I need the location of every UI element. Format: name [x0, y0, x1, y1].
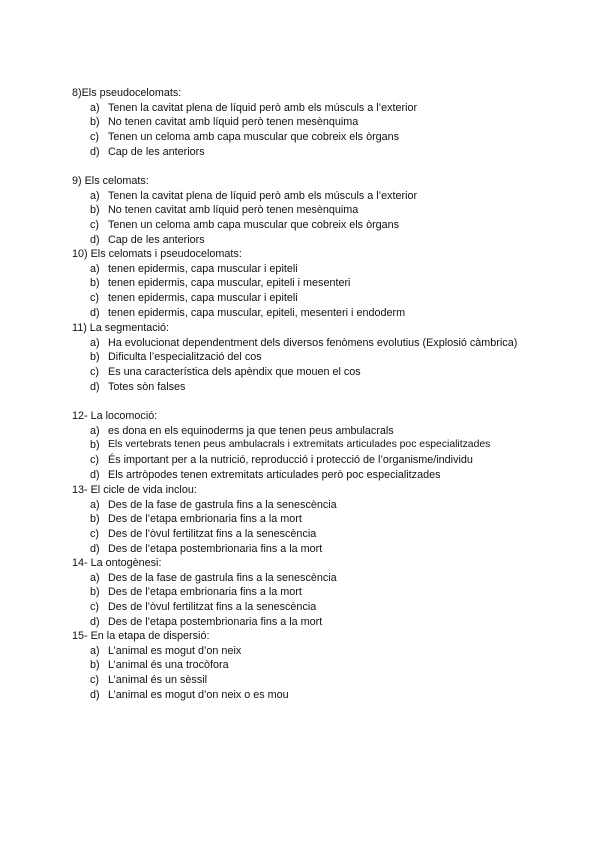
option-letter: a)	[90, 101, 100, 114]
answer-option	[72, 453, 562, 468]
answer-option	[72, 424, 562, 439]
question-stem: 11) La segmentació:	[72, 322, 170, 334]
option-letter: d)	[90, 233, 100, 246]
answer-option	[72, 512, 562, 527]
option-letter: c)	[90, 528, 99, 541]
option-text: Ha evolucionat dependentment dels diversos fenòmens evolutius (Explosió càmbrica)	[108, 336, 518, 349]
option-text: Totes sòn falses	[108, 380, 186, 393]
question-stem: 14- La ontogènesi:	[72, 557, 162, 569]
answer-option	[72, 542, 562, 557]
answer-option	[72, 306, 562, 321]
option-letter: d)	[90, 380, 100, 393]
option-letter: b)	[90, 351, 100, 364]
question-14	[72, 556, 562, 630]
option-text: tenen epidermis, capa muscular i epiteli	[108, 262, 298, 275]
answer-option	[72, 115, 562, 130]
option-text: Els vertebrats tenen peus ambulacrals i extremitats articulades poc especialitzades	[108, 439, 491, 451]
answer-option	[72, 262, 562, 277]
option-letter: a)	[90, 571, 100, 584]
answer-option	[72, 336, 562, 351]
answer-option	[72, 688, 562, 703]
question-13	[72, 483, 562, 557]
question-stem: 15- En la etapa de dispersió:	[72, 630, 210, 642]
option-letter: a)	[90, 336, 100, 349]
question-stem: 12- La locomoció:	[72, 410, 158, 422]
option-text: Tenen un celoma amb capa muscular que cobreix els òrgans	[108, 219, 400, 232]
answer-option	[72, 350, 562, 365]
option-letter: a)	[90, 189, 100, 202]
answer-option	[72, 203, 562, 218]
option-letter: b)	[90, 277, 100, 290]
answer-option	[72, 233, 562, 248]
option-letter: c)	[90, 292, 99, 305]
option-text: L’animal és un sèssil	[108, 674, 208, 687]
option-text: No tenen cavitat amb líquid però tenen mesènquima	[108, 116, 359, 129]
option-text: És important per a la nutrició, reproducció i protecció de l’organisme/individu	[108, 454, 473, 467]
answer-option	[72, 600, 562, 615]
option-text: tenen epidermis, capa muscular, epiteli, mesenteri i endoderm	[108, 306, 406, 319]
option-text: tenen epidermis, capa muscular i epiteli	[108, 292, 298, 305]
option-letter: c)	[90, 454, 99, 467]
question-15	[72, 629, 562, 703]
option-text: Des de l’etapa postembrionaria fins a la mort	[108, 615, 323, 628]
answer-option	[72, 130, 562, 145]
option-text: Es una característica dels apèndix que mouen el cos	[108, 366, 361, 379]
option-letter: d)	[90, 306, 100, 319]
question-stem: 10) Els celomats i pseudocelomats:	[72, 248, 242, 260]
option-letter: a)	[90, 262, 100, 275]
question-8	[72, 86, 562, 160]
question-stem: 13- El cicle de vida inclou:	[72, 484, 197, 496]
answer-option	[72, 615, 562, 630]
option-letter: c)	[90, 366, 99, 379]
option-text: L’animal es mogut d’on neix o es mou	[108, 688, 289, 701]
option-letter: a)	[90, 424, 100, 437]
answer-option	[72, 658, 562, 673]
option-text: Des de la fase de gastrula fins a la senescència	[108, 498, 337, 511]
question-11	[72, 321, 562, 395]
answer-option	[72, 101, 562, 116]
question-9	[72, 174, 562, 248]
answer-option	[72, 365, 562, 380]
option-text: No tenen cavitat amb líquid però tenen mesènquima	[108, 204, 359, 217]
answer-option	[72, 276, 562, 291]
option-letter: d)	[90, 615, 100, 628]
option-text: Dificulta l’especialització del cos	[108, 351, 262, 364]
answer-option	[72, 571, 562, 586]
answer-option	[72, 468, 562, 483]
option-text: Cap de les anteriors	[108, 145, 205, 158]
question-12	[72, 409, 562, 483]
option-text: Des de l’òvul fertilitzat fins a la senescència	[108, 528, 317, 541]
question-10	[72, 247, 562, 321]
option-letter: a)	[90, 498, 100, 511]
option-letter: c)	[90, 219, 99, 232]
option-letter: b)	[90, 439, 100, 452]
answer-option	[72, 585, 562, 600]
option-text: tenen epidermis, capa muscular, epiteli i mesenteri	[108, 277, 351, 290]
option-letter: c)	[90, 601, 99, 614]
option-letter: d)	[90, 688, 100, 701]
option-letter: d)	[90, 145, 100, 158]
option-text: L’animal es mogut d’on neix	[108, 644, 242, 657]
answer-option	[72, 673, 562, 688]
option-letter: b)	[90, 116, 100, 129]
option-text: Des de l’etapa embrionaria fins a la mort	[108, 513, 302, 526]
option-letter: b)	[90, 204, 100, 217]
answer-option	[72, 498, 562, 513]
option-text: Des de l’etapa postembrionaria fins a la mort	[108, 542, 323, 555]
option-letter: b)	[90, 586, 100, 599]
answer-option	[72, 189, 562, 204]
option-letter: b)	[90, 659, 100, 672]
option-letter: b)	[90, 513, 100, 526]
option-text: Des de l’etapa embrionaria fins a la mort	[108, 586, 302, 599]
option-text: Cap de les anteriors	[108, 233, 205, 246]
option-text: es dona en els equinoderms ja que tenen peus ambulacrals	[108, 424, 394, 437]
option-letter: a)	[90, 644, 100, 657]
option-text: Des de la fase de gastrula fins a la senescència	[108, 571, 337, 584]
answer-option	[72, 380, 562, 395]
option-letter: c)	[90, 131, 99, 144]
option-text: Tenen la cavitat plena de líquid però amb els músculs a l’exterior	[108, 189, 418, 202]
option-text: Des de l’òvul fertilitzat fins a la senescència	[108, 601, 317, 614]
option-text: Tenen un celoma amb capa muscular que cobreix els òrgans	[108, 131, 400, 144]
answer-option	[72, 644, 562, 659]
answer-option	[72, 291, 562, 306]
option-letter: d)	[90, 468, 100, 481]
answer-option	[72, 218, 562, 233]
answer-option	[72, 527, 562, 542]
option-letter: c)	[90, 674, 99, 687]
answer-option	[72, 145, 562, 160]
option-text: Tenen la cavitat plena de líquid però amb els músculs a l’exterior	[108, 101, 418, 114]
option-text: Els artròpodes tenen extremitats articulades però poc especialitzades	[108, 468, 441, 481]
question-stem: 8)Els pseudocelomats:	[72, 87, 182, 99]
question-stem: 9) Els celomats:	[72, 175, 149, 187]
option-text: L’animal és una trocòfora	[108, 659, 229, 672]
option-letter: d)	[90, 542, 100, 555]
answer-option	[72, 438, 562, 453]
